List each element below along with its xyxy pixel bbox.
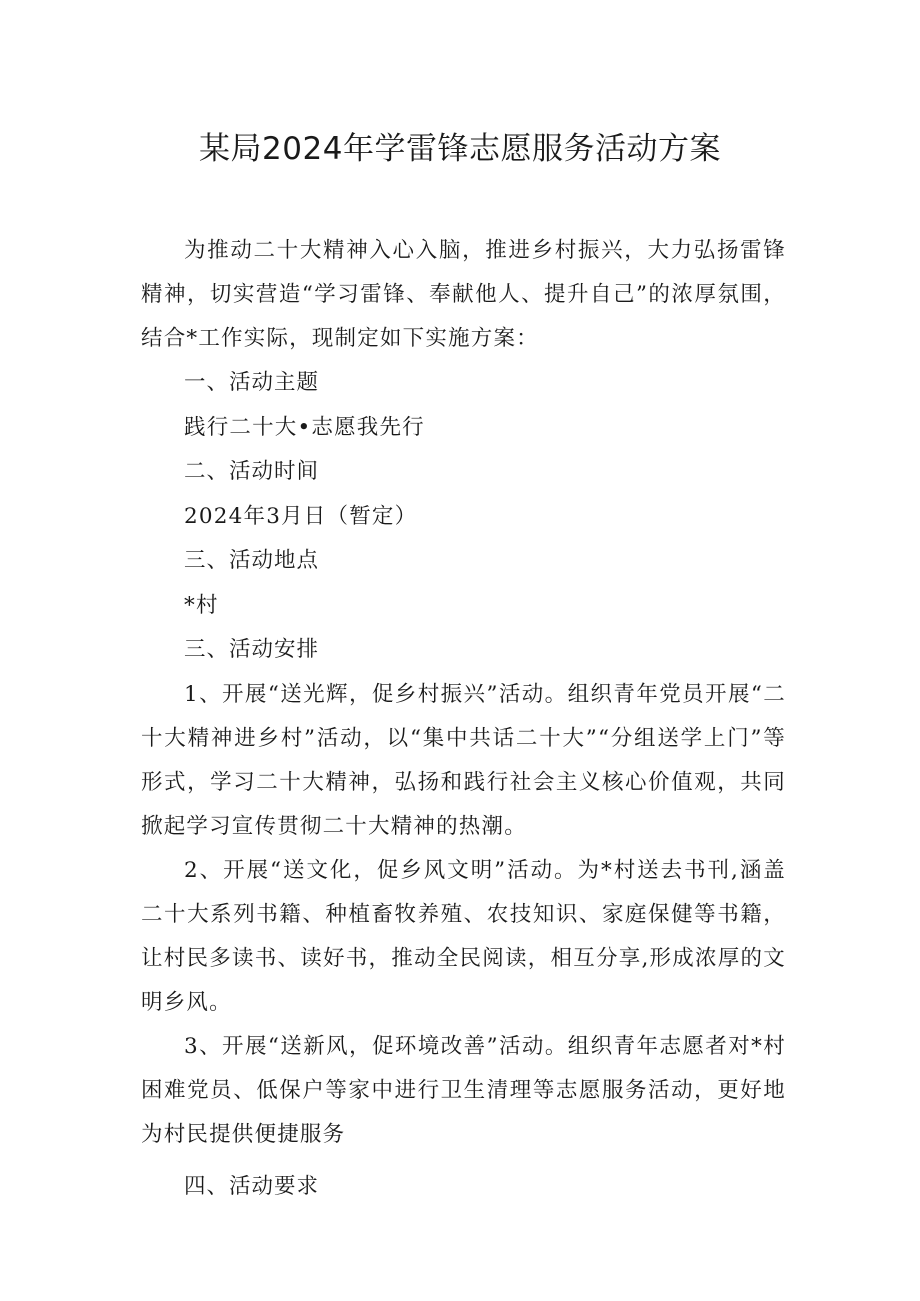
section-content-place: *村 bbox=[184, 592, 219, 618]
section-content-theme: 践行二十大•志愿我先行 bbox=[184, 414, 425, 440]
document-body bbox=[141, 229, 786, 1209]
section-heading-place: 三、活动地点 bbox=[184, 548, 320, 573]
arrangement-item-2: 2、开展“送文化，促乡风文明”活动。为*村送去书刊,涵盖二十大系列书籍、种植畜牧养殖、农技知识、家庭保健等书籍，让村民多读书、读好书，推动全民阅读，相互分享,形成浓厚的文明乡风。 bbox=[141, 857, 786, 1015]
section-heading-time: 二、活动时间 bbox=[184, 459, 320, 484]
section-heading-arrangement: 三、活动安排 bbox=[184, 637, 320, 662]
arrangement-item-3: 3、开展“送新风，促环境改善”活动。组织青年志愿者对*村困难党员、低保户等家中进行卫生清理等志愿服务活动，更好地为村民提供便捷服务 bbox=[141, 1033, 786, 1147]
intro-paragraph: 为推动二十大精神入心入脑，推进乡村振兴，大力弘扬雷锋精神，切实营造“学习雷锋、奉献他人、提升自己”的浓厚氛围，结合*工作实际，现制定如下实施方案： bbox=[141, 238, 786, 351]
section-heading-theme: 一、活动主题 bbox=[184, 370, 320, 395]
document-title: 某局2024年学雷锋志愿服务活动方案 bbox=[199, 131, 721, 167]
arrangement-item-1: 1、开展“送光辉，促乡村振兴”活动。组织青年党员开展“二十大精神进乡村”活动，以“集中共话二十大”“分组送学上门”等形式，学习二十大精神，弘扬和践行社会主义核心价值观，共同掀起学习宣传贯彻二十大精神的热潮。 bbox=[141, 681, 786, 839]
section-heading-requirements: 四、活动要求 bbox=[184, 1173, 320, 1199]
section-content-time: 2024年3月日（暂定） bbox=[184, 503, 418, 529]
